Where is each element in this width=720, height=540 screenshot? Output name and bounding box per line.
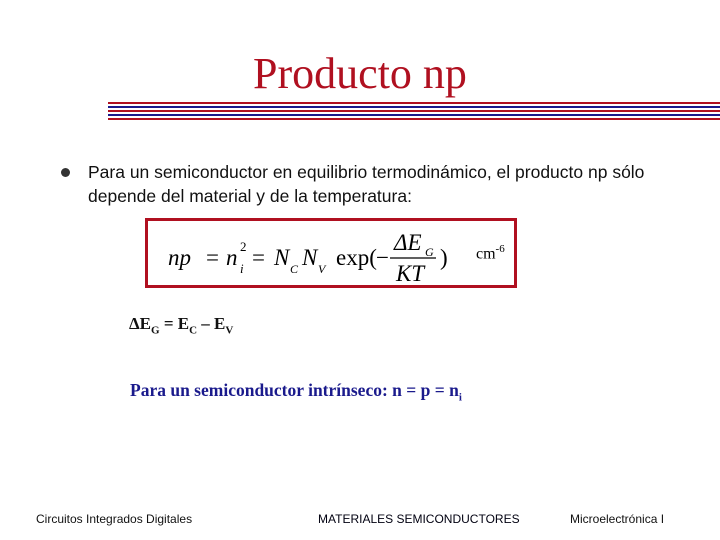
eq-den: KT xyxy=(396,261,425,286)
unit-label: $cm^{-6}$ xyxy=(476,243,505,263)
title-rule-blue-1 xyxy=(108,106,720,108)
eq-nv-sub: V xyxy=(318,262,326,276)
title-rule-red-2 xyxy=(108,110,720,112)
eq-ni: n xyxy=(226,245,238,270)
bullet-dot-icon xyxy=(61,168,70,177)
footer-right: Microelectrónica I xyxy=(570,512,665,526)
eq-equals-2: = xyxy=(252,245,265,270)
footer-center: MATERIALES SEMICONDUCTORES xyxy=(318,512,520,526)
eq-num-delta: ΔE xyxy=(394,230,422,255)
eq-nc: N xyxy=(274,245,290,270)
np-equation xyxy=(168,225,498,287)
equation-box xyxy=(145,218,517,288)
intrinsic-statement: Para un semiconductor intrínseco: $n = p = n_i$ xyxy=(130,380,462,404)
delta-eg-definition: $\Delta E_G = E_C - E_V$ xyxy=(129,314,234,337)
slide-title: Producto np xyxy=(253,49,467,98)
eq-close: ) xyxy=(440,245,448,270)
eq-exp: exp( xyxy=(336,245,377,270)
bullet-text: Para un semiconductor en equilibrio termodinámico, el producto np sólo depende del material y de la temperatura: xyxy=(88,162,645,206)
eq-equals-1: = xyxy=(206,245,219,270)
eq-num-sub: G xyxy=(425,245,434,259)
eq-nv: N xyxy=(302,245,318,270)
footer-left: Circuitos Integrados Digitales xyxy=(36,512,193,526)
eq-nc-sub: C xyxy=(290,262,299,276)
title-rule-red-1 xyxy=(108,102,720,104)
eq-minus: − xyxy=(376,245,389,270)
title-rule-red-3 xyxy=(108,118,720,120)
eq-lhs: np xyxy=(168,245,191,270)
title-rule-blue-2 xyxy=(108,114,720,116)
eq-ni-sub: i xyxy=(240,261,244,276)
eq-ni-sup: 2 xyxy=(240,239,247,254)
